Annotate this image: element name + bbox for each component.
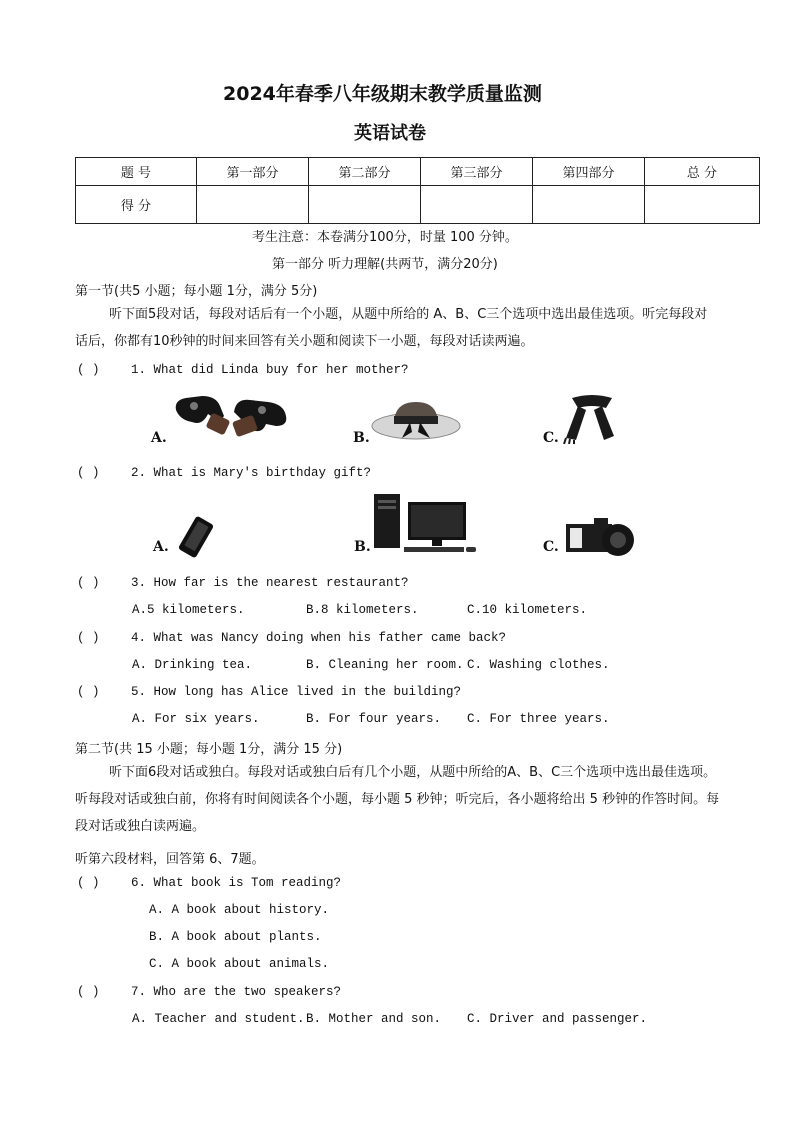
answer-blank-7[interactable]: ( ) (77, 985, 100, 999)
question-5-stem: 5. How long has Alice lived in the building? (131, 685, 462, 699)
score-input-cell[interactable] (533, 186, 645, 224)
exam-notice: 考生注意：本卷满分100分，时量 100 分钟。 (252, 230, 518, 245)
page-title: 2024年春季八年级期末教学质量监测 (223, 83, 542, 105)
option-c[interactable]: C. For three years. (467, 712, 610, 726)
hat-icon[interactable] (370, 392, 462, 442)
answer-blank-3[interactable]: ( ) (77, 576, 100, 590)
answer-blank-4[interactable]: ( ) (77, 631, 100, 645)
section2-title: 第二节(共 15 小题；每小题 1分，满分 15 分) (75, 742, 343, 757)
part1-title: 第一部分 听力理解(共两节，满分20分) (272, 257, 498, 272)
question-3-stem: 3. How far is the nearest restaurant? (131, 576, 409, 590)
option-c[interactable]: C.10 kilometers. (467, 603, 588, 617)
option-a[interactable]: A. Drinking tea. (132, 658, 253, 672)
option-label-a: A. (153, 539, 169, 555)
answer-blank-5[interactable]: ( ) (77, 685, 100, 699)
option-b[interactable]: B. For four years. (306, 712, 442, 726)
gloves-icon[interactable] (172, 392, 292, 444)
option-b[interactable]: B. A book about plants. (149, 930, 322, 944)
score-header-cell: 第二部分 (309, 158, 421, 186)
material6-prompt: 听第六段材料，回答第 6、7题。 (75, 852, 265, 867)
page-subtitle: 英语试卷 (354, 123, 426, 144)
answer-blank-6[interactable]: ( ) (77, 876, 100, 890)
section1-instructions: 听下面5段对话，每段对话后有一个小题，从题中所给的 A、B、C三个选项中选出最佳选项。听完每段对话后，你都有10秒钟的时间来回答有关小题和阅读下一小题，每段对话读两遍。 (75, 307, 708, 349)
option-label-a: A. (151, 430, 167, 446)
option-label-c: C. (543, 539, 559, 555)
option-a[interactable]: A. Teacher and student. (132, 1012, 305, 1026)
answer-blank-1[interactable]: ( ) (77, 363, 100, 377)
score-table (75, 157, 760, 224)
option-label-c: C. (543, 430, 559, 446)
option-b[interactable]: B. Mother and son. (306, 1012, 442, 1026)
option-c[interactable]: C. Washing clothes. (467, 658, 610, 672)
option-c[interactable]: C. Driver and passenger. (467, 1012, 648, 1026)
option-a[interactable]: A. For six years. (132, 712, 260, 726)
question-4-stem: 4. What was Nancy doing when his father came back? (131, 631, 507, 645)
score-table-score-row (76, 186, 760, 224)
option-a[interactable]: A.5 kilometers. (132, 603, 245, 617)
score-row-label: 得 分 (76, 186, 197, 224)
score-header-cell: 第四部分 (533, 158, 645, 186)
scarf-icon[interactable] (562, 392, 622, 444)
option-c[interactable]: C. A book about animals. (149, 957, 330, 971)
score-input-cell[interactable] (309, 186, 421, 224)
computer-icon[interactable] (374, 492, 478, 554)
option-a[interactable]: A. A book about history. (149, 903, 330, 917)
score-header-cell: 总 分 (645, 158, 760, 186)
score-table-header-row (76, 158, 760, 186)
score-input-cell[interactable] (645, 186, 760, 224)
question-6-stem: 6. What book is Tom reading? (131, 876, 342, 890)
section1-title: 第一节(共5 小题；每小题 1分，满分 5分) (75, 284, 318, 299)
score-header-cell: 题 号 (76, 158, 197, 186)
phone-icon[interactable] (172, 516, 228, 558)
score-header-cell: 第一部分 (197, 158, 309, 186)
score-header-cell: 第三部分 (421, 158, 533, 186)
option-label-b: B. (353, 430, 370, 446)
camera-icon[interactable] (564, 514, 636, 556)
question-2-stem: 2. What is Mary's birthday gift? (131, 466, 372, 480)
option-b[interactable]: B. Cleaning her room. (306, 658, 464, 672)
option-label-b: B. (354, 539, 371, 555)
question-7-stem: 7. Who are the two speakers? (131, 985, 342, 999)
question-1-stem: 1. What did Linda buy for her mother? (131, 363, 409, 377)
score-input-cell[interactable] (197, 186, 309, 224)
section2-instructions: 听下面6段对话或独白。每段对话或独白后有几个小题，从题中所给的A、B、C三个选项中选出最佳选项。听每段对话或独白前，你将有时间阅读各个小题，每小题 5 秒钟；听完后，各小题将给出 5 秒钟的作答时间。每段对话或独白读两遍。 (75, 765, 720, 834)
option-b[interactable]: B.8 kilometers. (306, 603, 419, 617)
answer-blank-2[interactable]: ( ) (77, 466, 100, 480)
score-input-cell[interactable] (421, 186, 533, 224)
